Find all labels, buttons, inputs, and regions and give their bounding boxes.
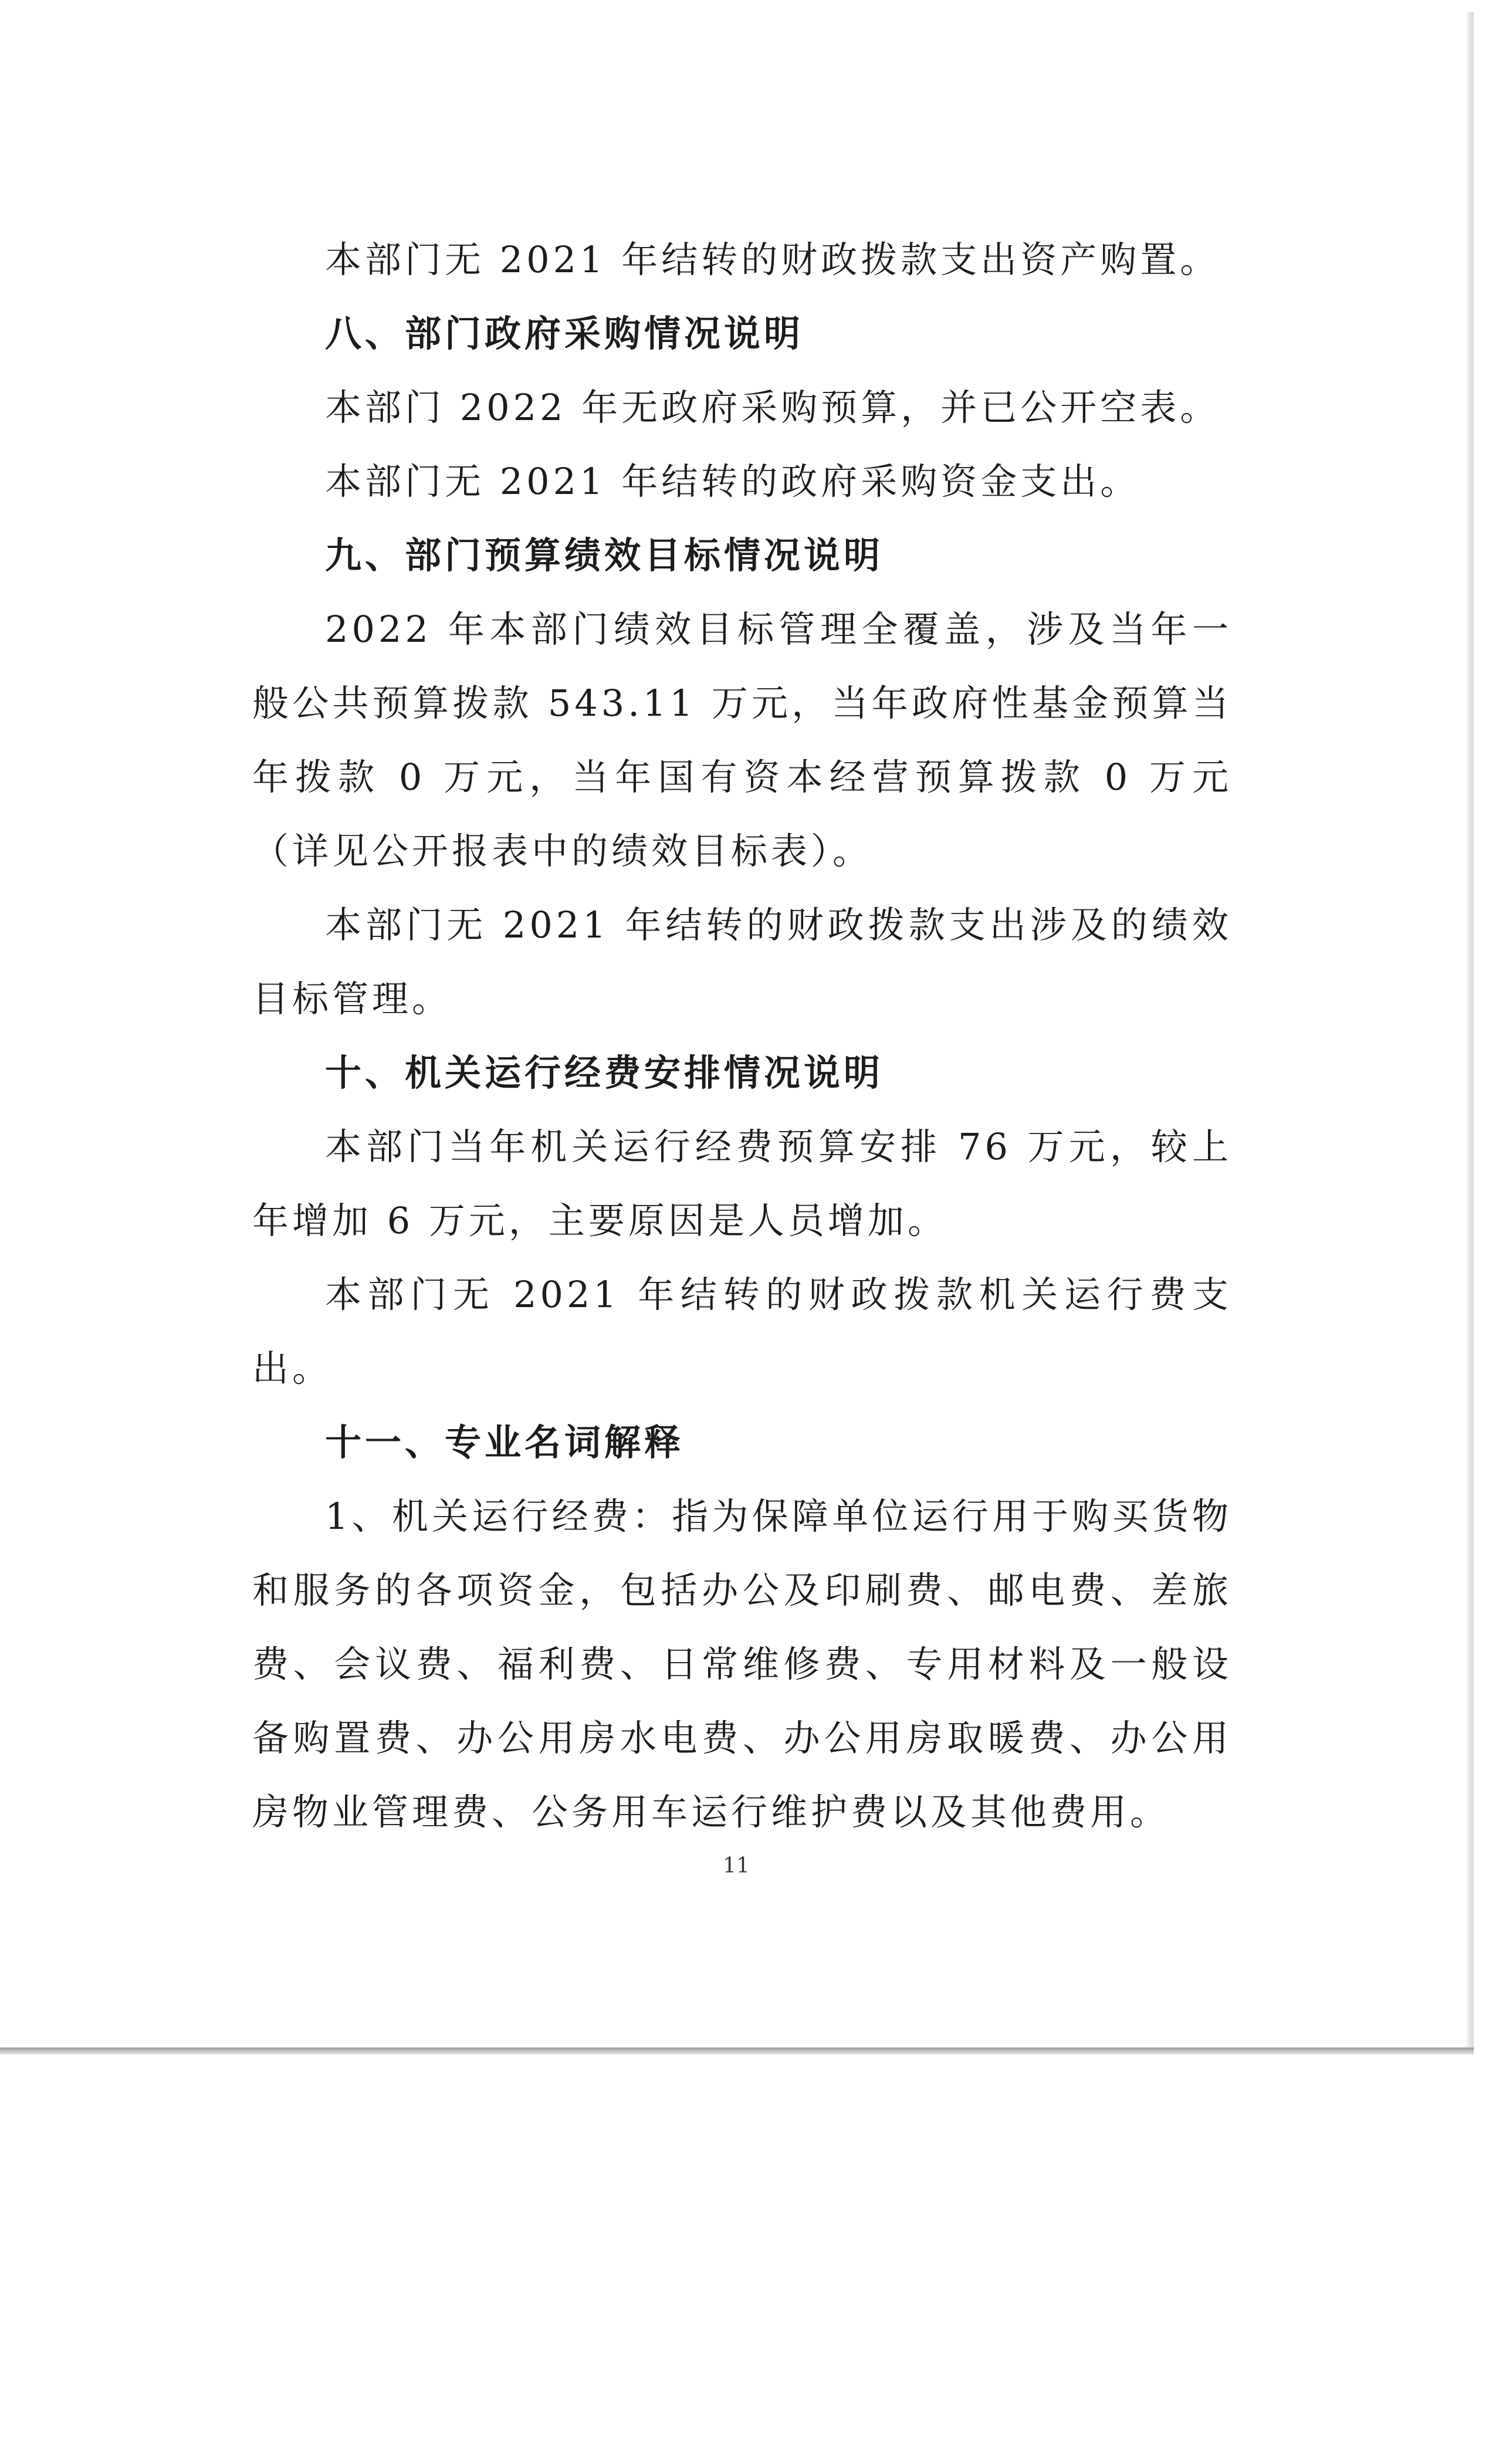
section-heading-operating-costs: 十、机关运行经费安排情况说明 bbox=[325, 1051, 884, 1094]
section-heading-performance: 九、部门预算绩效目标情况说明 bbox=[325, 534, 884, 577]
paragraph-procurement-budget: 本部门 2022 年无政府采购预算，并已公开空表。 bbox=[325, 386, 1220, 429]
paragraph-glossary-operating-costs: 1、机关运行经费：指为保障单位运行用于购买货物和服务的各项资金，包括办公及印刷费、邮电费、差旅费、会议费、福利费、日常维修费、专用材料及一般设备购置费、办公用房水电费、办公用房取暖费、办公用房物业管理费、公务用车运行维护费以及其他费用。 bbox=[252, 1495, 1232, 1833]
page-number: 11 bbox=[723, 1854, 750, 1878]
page-right-edge-shadow bbox=[1467, 12, 1474, 2053]
paragraph-performance-coverage: 2022 年本部门绩效目标管理全覆盖，涉及当年一般公共预算拨款 543.11 万元，当年政府性基金预算当年拨款 0 万元，当年国有资本经营预算拨款 0 万元（详见公开报表中的绩效目标表）。 bbox=[252, 608, 1232, 872]
section-heading-procurement: 八、部门政府采购情况说明 bbox=[325, 312, 804, 355]
paragraph-performance-carryover: 本部门无 2021 年结转的财政拨款支出涉及的绩效目标管理。 bbox=[252, 903, 1232, 1020]
document-body bbox=[252, 223, 1232, 1849]
page-bottom-edge-shadow bbox=[0, 2047, 1474, 2055]
paragraph-operating-carryover: 本部门无 2021 年结转的财政拨款机关运行费支出。 bbox=[252, 1273, 1232, 1390]
paragraph-asset-purchase: 本部门无 2021 年结转的财政拨款支出资产购置。 bbox=[325, 238, 1220, 281]
paragraph-procurement-carryover: 本部门无 2021 年结转的政府采购资金支出。 bbox=[325, 460, 1140, 503]
section-heading-glossary: 十一、专业名词解释 bbox=[325, 1421, 685, 1464]
paragraph-operating-budget: 本部门当年机关运行经费预算安排 76 万元，较上年增加 6 万元，主要原因是人员增加。 bbox=[252, 1125, 1232, 1242]
